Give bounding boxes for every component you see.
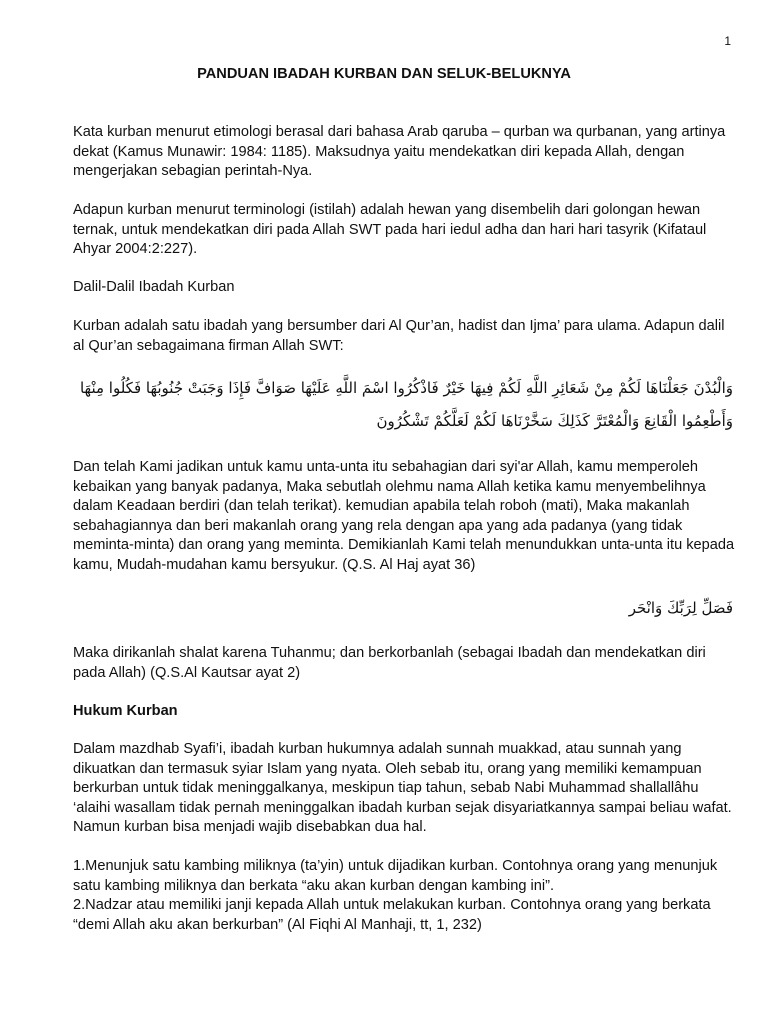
paragraph-dalil-intro: Kurban adalah satu ibadah yang bersumber dari Al Qur’an, hadist dan Ijma’ para ulama. Adapun dalil al Qur’an sebagaimana firman Allah SWT: [73,318,725,354]
paragraph-translation-al-haj: Dan telah Kami jadikan untuk kamu unta-unta itu sebahagian dari syi'ar Allah, kamu memperoleh kebaikan yang banyak padanya, Maka sebutlah olehmu nama Allah ketika kamu menyembelihnya dalam Keadaan berdiri (dan telah terikat). kemudian apabila telah roboh (mati), Maka makanlah sebahagiannya dan beri makanlah orang yang rela dengan apa yang ada padanya (yang tidak meminta-minta) dan orang yang meminta. Demikianlah Kami telah menundukkan unta-unta itu kepada kamu, Mudah-mudahan kamu bersyukur. (Q.S. Al Haj ayat 36) [73,459,735,573]
list-item-1: 1.Menunjuk satu kambing miliknya (ta’yin) untuk dijadikan kurban. Contohnya orang yang menunjuk satu kambing miliknya dan berkata “aku akan kurban dengan kambing ini”. [73,858,718,894]
paragraph-etimologi: Kata kurban menurut etimologi berasal dari bahasa Arab qaruba – qurban wa qurbanan, yang artinya dekat (Kamus Munawir: 1984: 1185). Maksudnya yaitu mendekatkan diri kepada Allah, dengan mengerjakan sebagian perintah-Nya. [73,124,726,179]
paragraph-hukum: Dalam mazdhab Syafi’i, ibadah kurban hukumnya adalah sunnah muakkad, atau sunnah yang dikuatkan dan termasuk syiar Islam yang nyata. Oleh sebab itu, orang yang memiliki kemampuan berkurban untuk tidak meninggalkanya, meskipun tiap tahun, sebab Nabi Muhammad shallallâhu ‘alaihi wasallam tidak pernah meninggalkan ibadah kurban sejak disyariatkannya sampai beliau wafat. Namun kurban bisa menjadi wajib disebabkan dua hal. [73,741,732,835]
document-title: PANDUAN IBADAH KURBAN DAN SELUK-BELUKNYA [197,66,571,82]
arabic-verse-line-1: وَالْبُدْنَ جَعَلْنَاهَا لَكُمْ مِنْ شَعَائِرِ اللَّهِ لَكُمْ فِيهَا خَيْرٌ فَاذْكُرُوا اسْمَ اللَّهِ عَلَيْهَا صَوَافَّ فَإِذَا وَجَبَتْ جُنُوبُهَا فَكُلُوا مِنْهَا [79,379,733,397]
list-item-2: 2.Nadzar atau memiliki janji kepada Allah untuk melakukan kurban. Contohnya orang yang berkata “demi Allah aku akan berkurban” (Al Fiqhi Al Manhaji, tt, 1, 232) [73,897,711,933]
paragraph-terminologi: Adapun kurban menurut terminologi (istilah) adalah hewan yang disembelih dari golongan hewan ternak, untuk mendekatkan diri pada Allah SWT pada hari iedul adha dan hari hari tasyrik (Kifataul Ahyar 2004:2:227). [73,202,707,257]
paragraph-translation-al-kautsar: Maka dirikanlah shalat karena Tuhanmu; dan berkorbanlah (sebagai Ibadah dan mendekatkan diri pada Allah) (Q.S.Al Kautsar ayat 2) [73,645,706,681]
page-number: 1 [724,34,731,48]
arabic-verse-al-kautsar: فَصَلِّ لِرَبِّكَ وَانْحَر [628,599,733,617]
heading-hukum-kurban: Hukum Kurban [73,703,178,719]
arabic-verse-line-2: وَأَطْعِمُوا الْقَانِعَ وَالْمُعْتَرَّ كَذَلِكَ سَخَّرْنَاهَا لَكُمْ لَعَلَّكُمْ تَشْكُرُونَ [376,412,733,430]
heading-dalil: Dalil-Dalil Ibadah Kurban [73,279,235,295]
